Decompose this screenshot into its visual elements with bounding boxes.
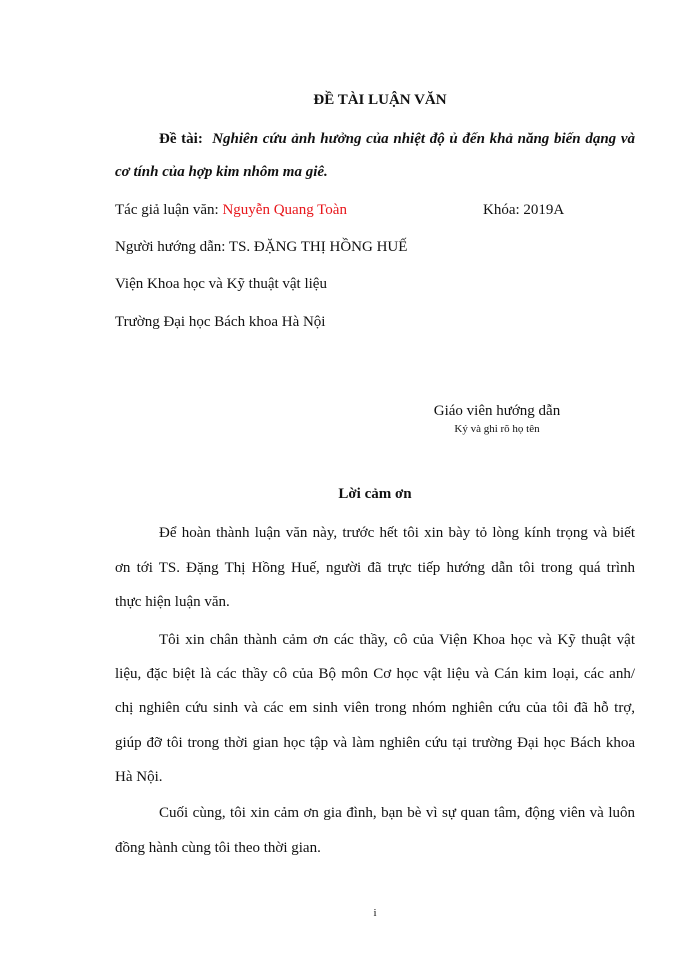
signature-title: Giáo viên hướng dẫn: [433, 403, 561, 419]
paragraph-line: đồng hành cùng tôi theo thời gian.: [115, 840, 321, 856]
course: Khóa: 2019A: [483, 202, 565, 218]
topic-text-1: Nghiên cứu ảnh hưởng của nhiệt độ ủ đến khả năng biến dạng và: [212, 131, 636, 147]
paragraph-line: thực hiện luận văn.: [115, 594, 230, 610]
institute: Viện Khoa học và Kỹ thuật vật liệu: [115, 276, 327, 292]
advisor: Người hướng dẫn: TS. ĐẶNG THỊ HỒNG HUẾ: [115, 239, 408, 255]
signature-note: Ký và ghi rõ họ tên: [454, 423, 540, 435]
topic-label: Đề tài:: [159, 131, 203, 147]
paragraph-line: Cuối cùng, tôi xin cảm ơn gia đình, bạn bè vì sự quan tâm, động viên và luôn: [159, 805, 635, 821]
paragraph-line: liệu, đặc biệt là các thầy cô của Bộ môn Cơ học vật liệu và Cán kim loại, các anh/: [115, 666, 635, 682]
page-number: i: [373, 907, 377, 919]
paragraph-line: chị nghiên cứu sinh và các em sinh viên trong nhóm nghiên cứu của tôi đã hỗ trợ,: [115, 700, 635, 716]
acknowledgement-heading: Lời cảm ơn: [338, 486, 412, 502]
author-label: Tác giả luận văn:: [115, 202, 219, 218]
paragraph-line: ơn tới TS. Đặng Thị Hồng Huế, người đã trực tiếp hướng dẫn tôi trong quá trình: [115, 560, 635, 576]
paragraph-line: Để hoàn thành luận văn này, trước hết tôi xin bày tỏ lòng kính trọng và biết: [159, 525, 635, 541]
document-title: ĐỀ TÀI LUẬN VĂN: [313, 92, 447, 108]
topic-line-1: [115, 130, 635, 148]
topic-line-2: cơ tính của hợp kim nhôm ma giê.: [115, 164, 328, 180]
university: Trường Đại học Bách khoa Hà Nội: [115, 314, 326, 330]
paragraph-line: giúp đỡ tôi trong thời gian học tập và làm nghiên cứu tại trường Đại học Bách khoa: [115, 735, 635, 751]
paragraph-line: Tôi xin chân thành cảm ơn các thầy, cô của Viện Khoa học và Kỹ thuật vật: [159, 632, 635, 648]
paragraph-line: Hà Nội.: [115, 769, 163, 785]
author-name: Nguyễn Quang Toàn: [222, 202, 347, 218]
